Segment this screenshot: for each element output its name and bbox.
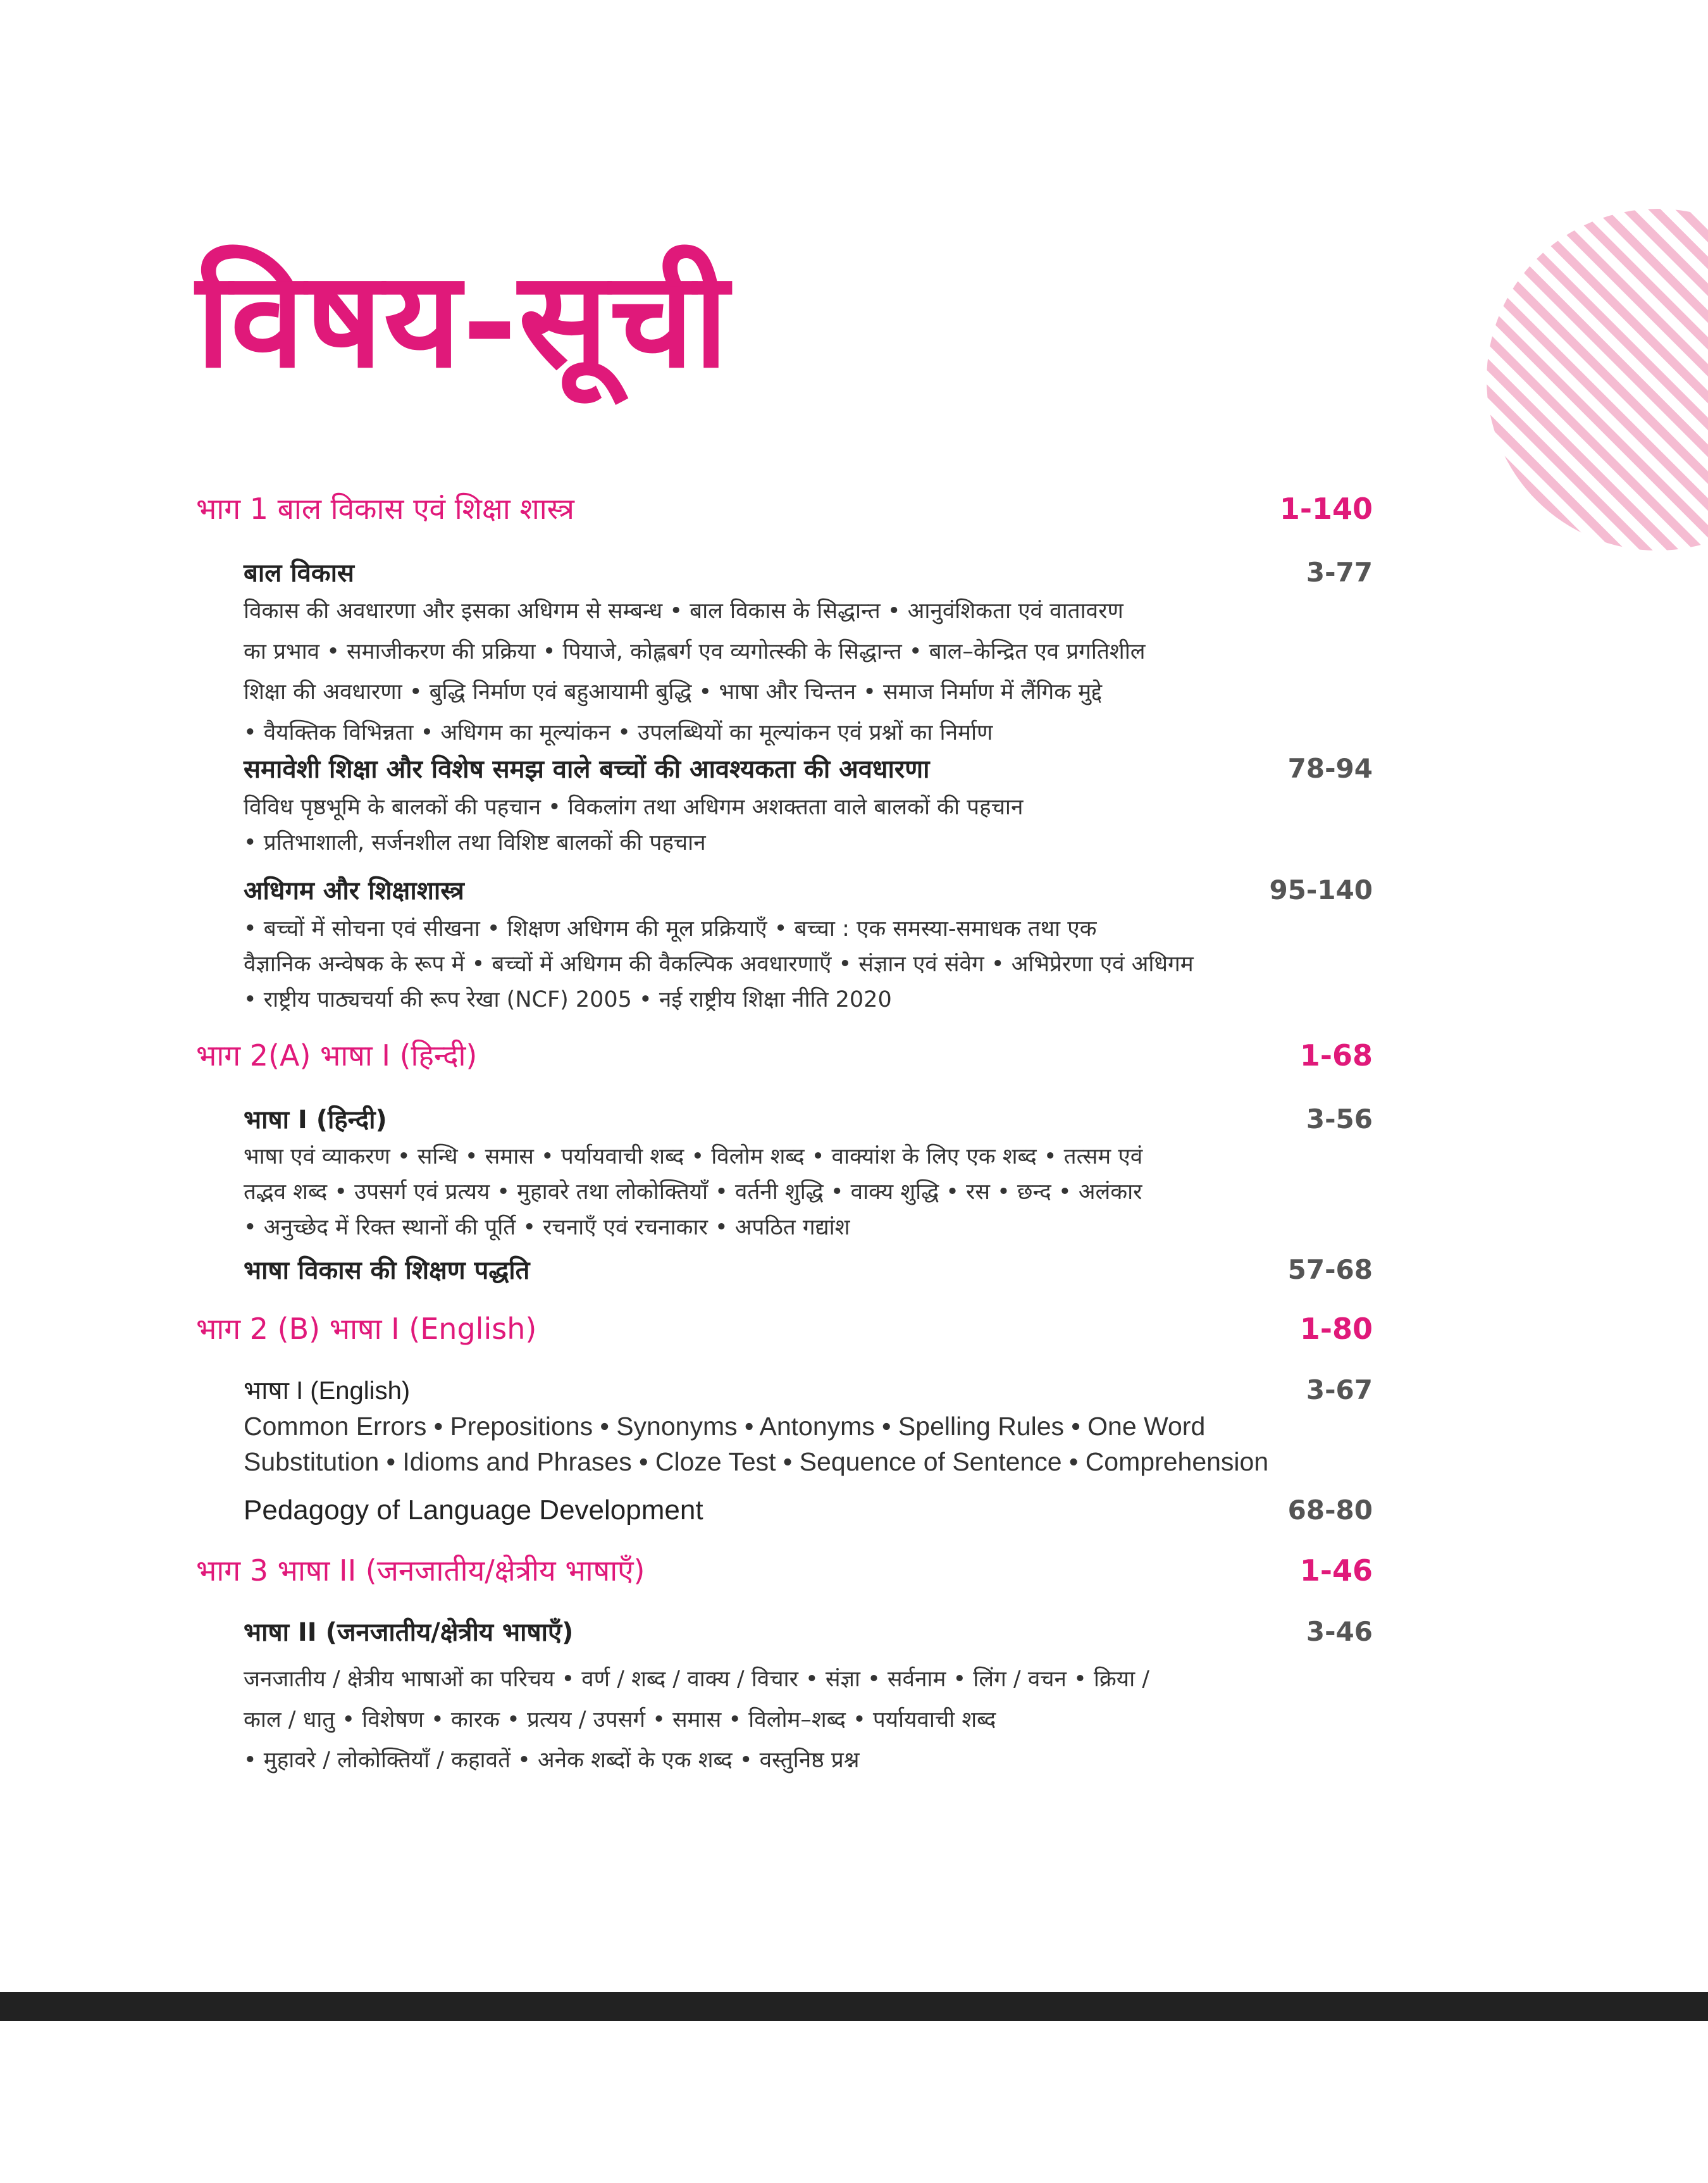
desc-line: Substitution • Idioms and Phrases • Cloze Test • Sequence of Sentence • Comprehension [244,1447,1269,1476]
desc-line: • मुहावरे / लोकोक्तियाँ / कहावतें • अनेक शब्दों के एक शब्द • वस्तुनिष्ठ प्रश्न [244,1748,860,1773]
striped-circle-decoration [1487,209,1708,550]
desc-line: काल / धातु • विशेषण • कारक • प्रत्यय / उपसर्ग • समास • विलोम–शब्द • पर्यायवाची शब्द [244,1707,996,1732]
section-description [244,911,1319,1017]
section-description [244,1409,1319,1479]
part-title: भाग 1 बाल विकास एवं शिक्षा शास्त्र [196,492,574,526]
section-pages: 57-68 [1287,1254,1373,1285]
section-pages: 68-80 [1287,1495,1373,1526]
toc-section[interactable] [244,1495,1373,1526]
section-pages: 95-140 [1269,874,1373,905]
desc-line: का प्रभाव • समाजीकरण की प्रक्रिया • पियाजे, कोह्लबर्ग एव व्यगोत्स्की के सिद्धान्त • बाल–केन्द्रित एव प्रगतिशील [244,639,1146,664]
desc-line: • वैयक्तिक विभिन्नता • अधिगम का मूल्यांकन • उपलब्धियों का मूल्यांकन एवं प्रश्नों का निर्माण [244,720,993,745]
part-title: भाग 2(A) भाषा I (हिन्दी) [196,1038,478,1073]
section-title: भाषा II (जनजातीय/क्षेत्रीय भाषाएँ) [244,1618,574,1647]
part-title: भाग 3 भाषा II (जनजातीय/क्षेत्रीय भाषाएँ) [196,1553,645,1588]
desc-line: Common Errors • Prepositions • Synonyms • Antonyms • Spelling Rules • One Word [244,1412,1206,1441]
section-pages: 3-56 [1306,1104,1373,1135]
page-title: विषय-सूची [196,241,730,397]
section-pages: 3-67 [1306,1374,1373,1405]
section-pages: 3-46 [1306,1616,1373,1647]
desc-line: विकास की अवधारणा और इसका अधिगम से सम्बन्ध • बाल विकास के सिद्धान्त • आनुवंशिकता एवं वातावरण [244,599,1123,624]
desc-line: • बच्चों में सोचना एवं सीखना • शिक्षण अधिगम की मूल प्रक्रियाएँ • बच्चा : एक समस्या-समाधक तथा एक [244,916,1097,942]
toc-part-1[interactable] [196,488,1373,528]
section-title: समावेशी शिक्षा और विशेष समझ वाले बच्चों की आवश्यकता की अवधारणा [244,755,930,784]
part-pages: 1-68 [1299,1038,1373,1073]
toc-section[interactable] [244,1101,1373,1136]
toc-part-3[interactable] [196,1550,1373,1589]
part-pages: 1-46 [1299,1553,1373,1588]
toc-section[interactable] [244,1372,1373,1407]
toc-section[interactable] [244,1614,1373,1648]
section-pages: 78-94 [1287,753,1373,784]
part-pages: 1-140 [1279,492,1373,526]
desc-line: विविध पृष्ठभूमि के बालकों की पहचान • विकलांग तथा अधिगम अशक्तता वाले बालकों की पहचान [244,795,1024,820]
desc-line: जनजातीय / क्षेत्रीय भाषाओं का परिचय • वर्ण / शब्द / वाक्य / विचार • संज्ञा • सर्वनाम • लिंग / वचन • क्रिया / [244,1667,1150,1692]
part-title: भाग 2 (B) भाषा I (English) [196,1312,537,1346]
desc-line: तद्भव शब्द • उपसर्ग एवं प्रत्यय • मुहावरे तथा लोकोक्तियाँ • वर्तनी शुद्धि • वाक्य शुद्धि • रस • छन्द • अलंकार [244,1179,1142,1205]
toc-section[interactable] [244,1252,1373,1286]
desc-line: • अनुच्छेद में रिक्त स्थानों की पूर्ति • रचनाएँ एवं रचनाकार • अपठित गद्यांश [244,1215,850,1240]
section-title: भाषा विकास की शिक्षण पद्धति [244,1256,530,1285]
section-description [244,591,1319,753]
desc-line: • प्रतिभाशाली, सर्जनशील तथा विशिष्ट बालकों की पहचान [244,830,706,855]
desc-line: • राष्ट्रीय पाठ्यचर्या की रूप रेखा (NCF) 2005 • नई राष्ट्रीय शिक्षा नीति 2020 [244,987,892,1012]
toc-section[interactable] [244,872,1373,907]
part-pages: 1-80 [1299,1312,1373,1346]
toc-part-2b[interactable] [196,1309,1373,1348]
section-description [244,790,1319,861]
section-title: भाषा I (हिन्दी) [244,1105,387,1135]
footer-bar [0,1992,1708,2021]
section-title: भाषा I (English) [244,1377,411,1405]
section-title: बाल विकास [244,559,354,588]
toc-part-2a[interactable] [196,1035,1373,1074]
desc-line: भाषा एवं व्याकरण • सन्धि • समास • पर्यायवाची शब्द • विलोम शब्द • वाक्यांश के लिए एक शब्द • तत्सम एवं [244,1144,1143,1169]
section-description [244,1139,1319,1245]
section-description [244,1659,1319,1781]
desc-line: शिक्षा की अवधारणा • बुद्धि निर्माण एवं बहुआयामी बुद्धि • भाषा और चिन्तन • समाज निर्माण में लैंगिक मुद्दे [244,680,1103,705]
section-pages: 3-77 [1306,557,1373,588]
section-title: Pedagogy of Language Development [244,1495,703,1526]
section-title: अधिगम और शिक्षाशास्त्र [244,876,464,905]
toc-section[interactable] [244,554,1373,589]
toc-section[interactable] [244,750,1373,785]
desc-line: वैज्ञानिक अन्वेषक के रूप में • बच्चों में अधिगम की वैकल्पिक अवधारणाएँ • संज्ञान एवं संवेग • अभिप्रेरणा एवं अधिगम [244,952,1194,977]
